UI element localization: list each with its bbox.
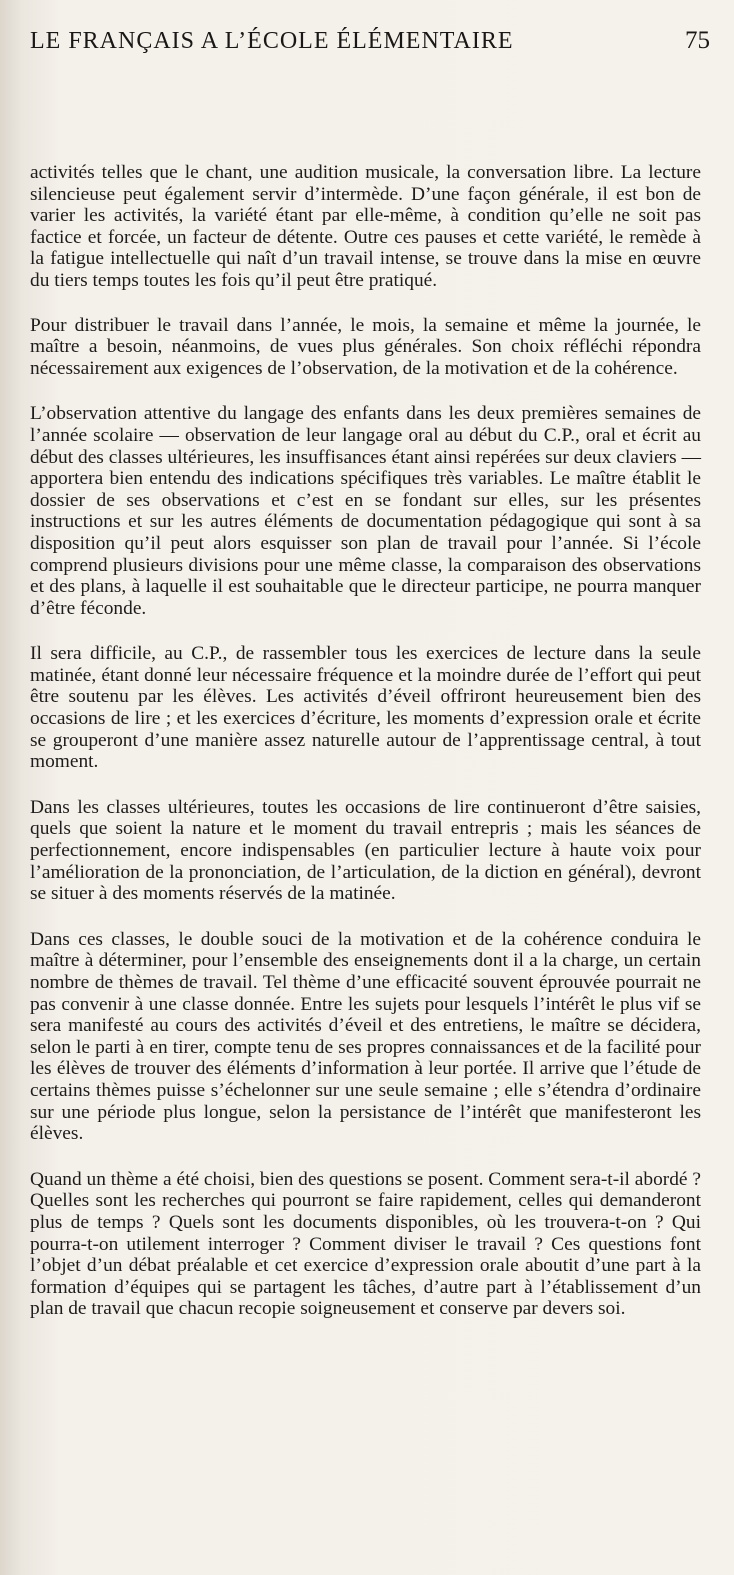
paragraph-4: Il sera difficile, au C.P., de rassembler tous les exercices de lecture dans la seule matinée, étant donné leur nécessaire fréquence et la moindre durée de l’effort qui peut être soutenu par les élèves. Les activités d’éveil offriront heureusement bien des occasions de lire ; et les exercices d’écriture, les moments d’expression orale et écrite se grouperont d’une manière assez naturelle autour de l’apprentissage central, à tout moment.: [30, 643, 701, 773]
page-header: [30, 26, 710, 60]
running-title: LE FRANÇAIS A L’ÉCOLE ÉLÉMENTAIRE: [30, 28, 514, 54]
page-number: 75: [685, 27, 710, 54]
paragraph-2: Pour distribuer le travail dans l’année, le mois, la semaine et même la journée, le maître a besoin, néanmoins, de vues plus générales. Son choix réfléchi répondra nécessairement aux exigences de l’observation, de la motivation et de la cohérence.: [30, 314, 701, 379]
paragraph-6: Dans ces classes, le double souci de la motivation et de la cohérence conduira le maître à déterminer, pour l’ensemble des enseignements dont il a la charge, un certain nombre de thèmes de travail. Tel thème d’une efficacité souvent éprouvée pourrait ne pas convenir à une classe donnée. Entre les sujets pour lesquels l’intérêt le plus vif se sera manifesté au cours des activités d’éveil et des entretiens, le maître se décidera, selon le parti à en tirer, compte tenu de ses propres connaissances et de la facilité pour les élèves de trouver des éléments d’information à leur portée. Il arrive que l’étude de certains thèmes puisse s’échelonner sur une seule semaine ; elle s’étendra d’ordinaire sur une période plus longue, selon la persistance de l’intérêt que manifesteront les élèves.: [30, 928, 701, 1145]
body-text: [30, 162, 701, 1342]
paragraph-5: Dans les classes ultérieures, toutes les occasions de lire continueront d’être saisies, quels que soient la nature et le moment du travail entrepris ; mais les séances de perfectionnement, encore indispensables (en particulier lecture à haute voix pour l’amélioration de la prononciation, de l’articulation, de la diction en général), devront se situer à des moments réservés de la matinée.: [30, 796, 701, 905]
paragraph-3: L’observation attentive du langage des enfants dans les deux premières semaines de l’année scolaire — observation de leur langage oral au début du C.P., oral et écrit au début des classes ultérieures, les insuffisances étant ainsi repérées sur deux claviers — apportera bien entendu des indications spécifiques très variables. Le maître établit le dossier de ses observations et c’est en se fondant sur elles, sur les présentes instructions et sur les autres éléments de documentation pédagogique qui sont à sa disposition qu’il peut alors esquisser son plan de travail pour l’année. Si l’école comprend plusieurs divisions pour une même classe, la comparaison des observations et des plans, à laquelle il est souhaitable que le directeur participe, ne pourra manquer d’être féconde.: [30, 403, 701, 619]
paragraph-1: activités telles que le chant, une audition musicale, la conversation libre. La lecture silencieuse peut également servir d’intermède. D’une façon générale, il est bon de varier les activités, la variété étant par elle-même, à condition qu’elle ne soit pas factice et forcée, un facteur de détente. Outre ces pauses et cette variété, le remède à la fatigue intellectuelle qui naît d’un travail intense, se trouve dans la mise en œuvre du tiers temps toutes les fois qu’il peut être pratiqué.: [30, 162, 701, 291]
paragraph-7: Quand un thème a été choisi, bien des questions se posent. Comment sera-t-il abordé ? Quelles sont les recherches qui pourront se faire rapidement, celles qui demanderont plus de temps ? Quels sont les documents disponibles, où les trouvera-t-on ? Qui pourra-t-on utilement interroger ? Comment diviser le travail ? Ces questions font l’objet d’un débat préalable et cet exercice d’expression orale aboutit d’une part à la formation d’équipes qui se partagent les tâches, d’autre part à l’établissement d’un plan de travail que chacun recopie soigneusement et conserve par devers soi.: [30, 1168, 701, 1320]
